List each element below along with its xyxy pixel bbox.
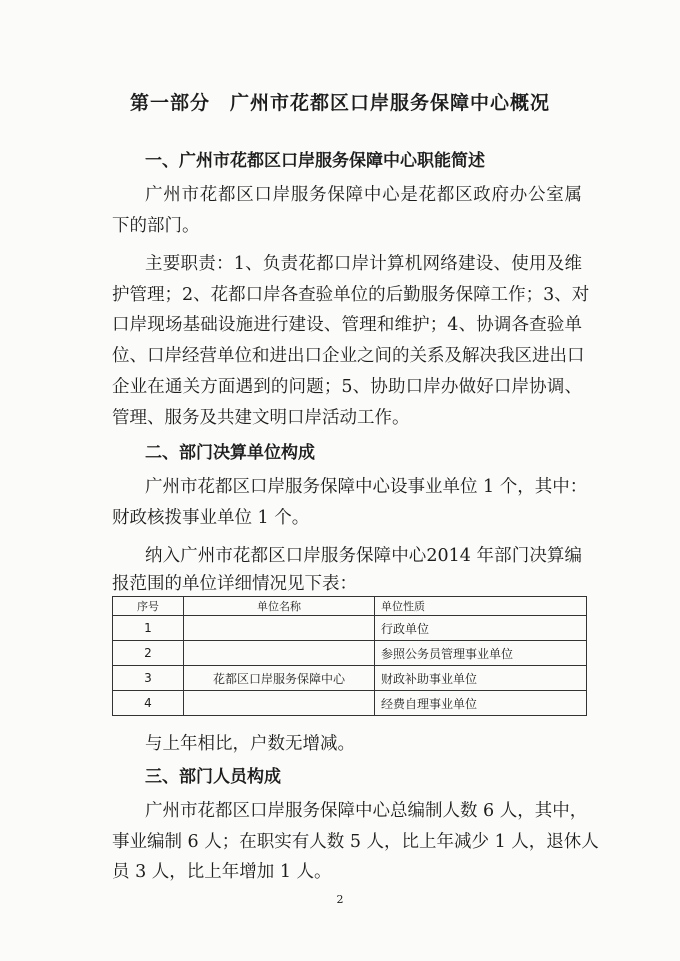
section3-heading: 三、部门人员构成 <box>145 767 281 787</box>
section2-para2-line-2: 报范围的单位详细情况见下表： <box>112 574 357 594</box>
unit-table <box>112 596 587 716</box>
section1-duty-line-3: 口岸现场基础设施进行建设、管理和维护；4、协调各查验单 <box>112 315 582 335</box>
table-row <box>113 641 587 666</box>
section1-intro-line-1: 广州市花都区口岸服务保障中心是花都区政府办公室属 <box>145 185 582 205</box>
section1-duty-line-5: 企业在通关方面遇到的问题；5、协助口岸办做好口岸协调、 <box>112 377 582 397</box>
section2-para1-line-2: 财政核拨事业单位 1 个。 <box>112 508 310 528</box>
table-row <box>113 616 587 641</box>
section1-intro-line-2: 下的部门。 <box>112 216 200 236</box>
table-cell-num: 4 <box>113 691 184 716</box>
table-cell-type: 参照公务员管理事业单位 <box>375 641 587 666</box>
page-number: 2 <box>336 893 344 906</box>
section1-duty-line-1: 主要职责：1、负责花都口岸计算机网络建设、使用及维 <box>145 254 582 274</box>
table-cell-type: 经费自理事业单位 <box>375 691 587 716</box>
table-cell-name <box>184 616 375 641</box>
table-cell-num: 1 <box>113 616 184 641</box>
table-cell-name: 花都区口岸服务保障中心 <box>184 666 375 691</box>
table-header-name: 单位名称 <box>184 597 375 616</box>
section3-line-2: 事业编制 6 人；在职实有人数 5 人，比上年减少 1 人，退休人 <box>112 832 599 852</box>
section2-para2-line-1: 纳入广州市花都区口岸服务保障中心2014 年部门决算编 <box>145 546 582 566</box>
table-cell-name <box>184 691 375 716</box>
section2-para1-line-1: 广州市花都区口岸服务保障中心设事业单位 1 个，其中： <box>145 477 588 497</box>
section3-line-1: 广州市花都区口岸服务保障中心总编制人数 6 人，其中， <box>145 801 588 821</box>
table-header-num: 序号 <box>113 597 184 616</box>
table-row <box>113 691 587 716</box>
section1-duty-line-6: 管理、服务及共建文明口岸活动工作。 <box>112 408 410 428</box>
section1-duty-line-2: 护管理；2、花都口岸各查验单位的后勤服务保障工作；3、对 <box>112 285 590 305</box>
table-header-type: 单位性质 <box>375 597 587 616</box>
table-cell-type: 财政补助事业单位 <box>375 666 587 691</box>
section2-after-table: 与上年相比，户数无增减。 <box>145 734 355 754</box>
table-row <box>113 666 587 691</box>
table-cell-name <box>184 641 375 666</box>
table-cell-num: 2 <box>113 641 184 666</box>
table-header-row <box>113 597 587 616</box>
section1-heading: 一、广州市花都区口岸服务保障中心职能简述 <box>145 151 485 171</box>
page-title: 第一部分 广州市花都区口岸服务保障中心概况 <box>129 92 550 114</box>
section1-duty-line-4: 位、口岸经营单位和进出口企业之间的关系及解决我区进出口 <box>112 346 585 366</box>
table-cell-num: 3 <box>113 666 184 691</box>
section2-heading: 二、部门决算单位构成 <box>145 443 315 463</box>
table-cell-type: 行政单位 <box>375 616 587 641</box>
section3-line-3: 员 3 人，比上年增加 1 人。 <box>112 862 332 882</box>
